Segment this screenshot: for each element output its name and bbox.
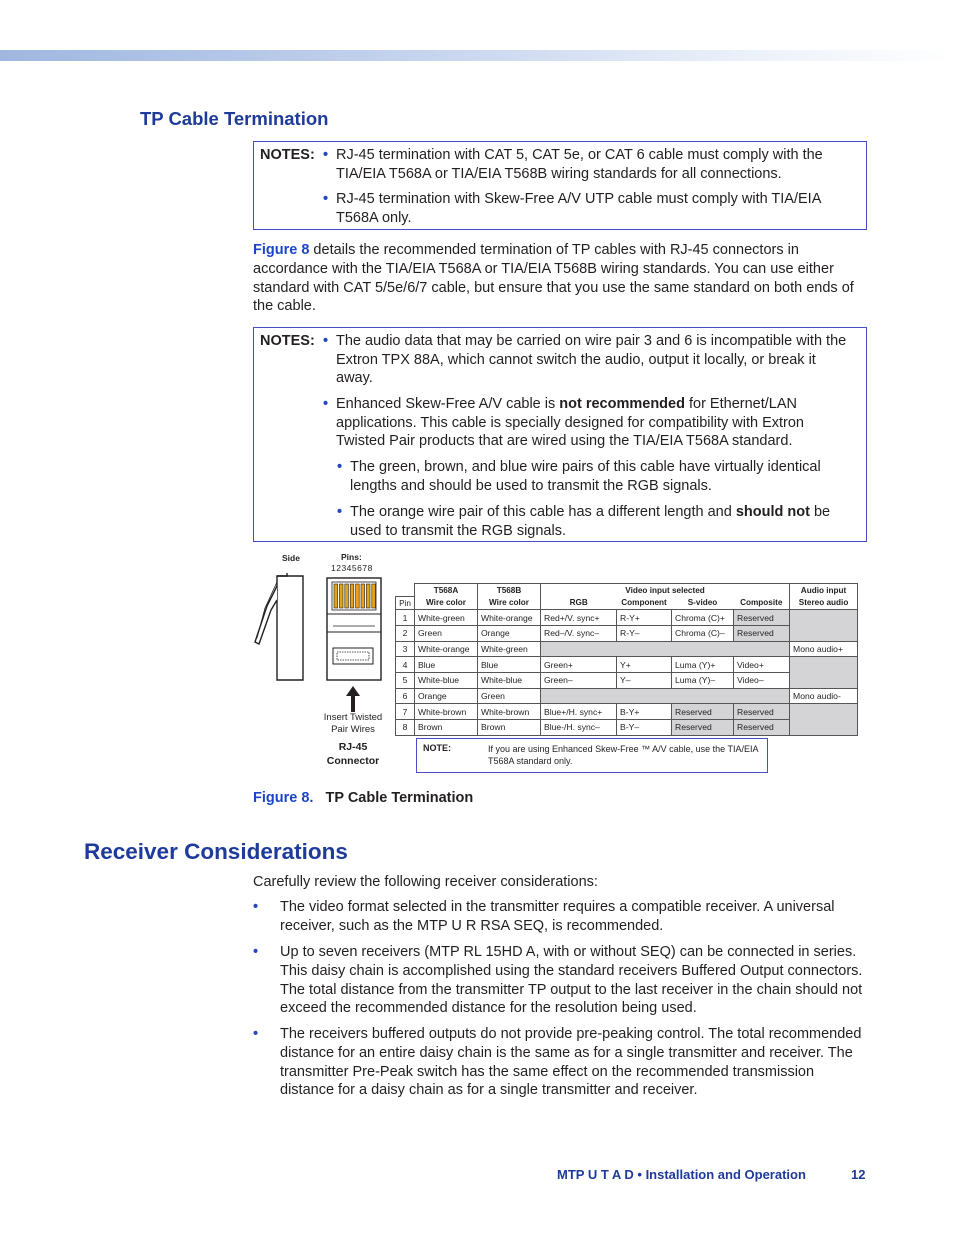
svideo-cell: Reserved bbox=[672, 720, 734, 736]
insert-label-line-2: Pair Wires bbox=[331, 724, 375, 735]
component-cell: Y– bbox=[617, 673, 672, 689]
header-blank bbox=[396, 584, 415, 597]
caption-text: TP Cable Termination bbox=[325, 790, 474, 806]
pin-cell: 7 bbox=[396, 704, 415, 720]
component-cell: Y+ bbox=[617, 657, 672, 673]
composite-cell: Reserved bbox=[734, 720, 790, 736]
figure-8 bbox=[253, 548, 873, 780]
note-item: RJ-45 termination with CAT 5, CAT 5e, or CAT 6 cable must comply with the TIA/EIA T568A or TIA/EIA T568B wiring standards for all connections. bbox=[336, 147, 823, 182]
bullet: • bbox=[323, 147, 329, 163]
bullet: • bbox=[323, 333, 329, 349]
header-composite: Composite bbox=[734, 596, 790, 609]
header-wire-color-b: Wire color bbox=[478, 596, 541, 609]
t568b-cell: Brown bbox=[478, 720, 541, 736]
footer-title: MTP U T A D • Installation and Operation bbox=[557, 1167, 806, 1182]
pin-cell: 1 bbox=[396, 610, 415, 626]
table-header-row bbox=[396, 584, 858, 597]
side-view bbox=[255, 573, 303, 680]
component-cell: R-Y– bbox=[617, 625, 672, 641]
video-cell-empty bbox=[541, 688, 790, 704]
header-component: Component bbox=[617, 596, 672, 609]
header-t568b: T568B bbox=[478, 584, 541, 597]
pins-label: Pins: bbox=[341, 552, 362, 562]
rgb-cell: Red–/V. sync– bbox=[541, 625, 617, 641]
receiver-heading: Receiver Considerations bbox=[84, 839, 348, 864]
t568a-cell: White-brown bbox=[415, 704, 478, 720]
bullet: • bbox=[337, 504, 343, 520]
receiver-intro: Carefully review the following receiver considerations: bbox=[253, 874, 598, 890]
note-item: RJ-45 termination with Skew-Free A/V UTP cable must comply with TIA/EIA T568A only. bbox=[336, 191, 821, 226]
note-text: Enhanced Skew-Free A/V cable is bbox=[336, 396, 560, 412]
t568b-cell: Orange bbox=[478, 625, 541, 641]
list-item bbox=[253, 898, 865, 938]
composite-cell: Video+ bbox=[734, 657, 790, 673]
header-t568a: T568A bbox=[415, 584, 478, 597]
svideo-cell: Chroma (C)+ bbox=[672, 610, 734, 626]
table-row bbox=[396, 657, 858, 673]
arrow-up-icon bbox=[345, 686, 361, 712]
intro-paragraph bbox=[253, 241, 867, 316]
composite-cell: Reserved bbox=[734, 610, 790, 626]
table-subheader-row bbox=[396, 596, 858, 609]
pin-cell: 6 bbox=[396, 688, 415, 704]
component-cell: B-Y+ bbox=[617, 704, 672, 720]
composite-cell: Video– bbox=[734, 673, 790, 689]
insert-label-line-1: Insert Twisted bbox=[323, 712, 383, 723]
note-emphasis: not recommended bbox=[559, 396, 685, 412]
note-emphasis: should not bbox=[735, 504, 810, 520]
t568a-cell: White-green bbox=[415, 610, 478, 626]
header-gradient-bar bbox=[0, 50, 954, 61]
composite-cell: Reserved bbox=[734, 625, 790, 641]
t568b-cell: White-orange bbox=[478, 610, 541, 626]
header-svideo: S-video bbox=[672, 596, 734, 609]
figure-note-text: If you are using Enhanced Skew-Free ™ A/V cable, use the TIA/EIA T568A standard only. bbox=[488, 744, 758, 766]
list-item bbox=[253, 943, 865, 1021]
note-text: The orange wire pair of this cable has a different length and bbox=[350, 504, 736, 520]
rgb-cell: Blue+/H. sync+ bbox=[541, 704, 617, 720]
page-number: 12 bbox=[851, 1167, 866, 1182]
header-audio-input: Audio input bbox=[790, 584, 858, 597]
t568b-cell: White-green bbox=[478, 641, 541, 657]
t568b-cell: Blue bbox=[478, 657, 541, 673]
bullet: • bbox=[253, 944, 259, 960]
notes-label: NOTES: bbox=[260, 147, 315, 163]
header-video-input: Video input selected bbox=[541, 584, 790, 597]
figure-note-label: NOTE: bbox=[423, 743, 451, 753]
audio-cell-empty bbox=[790, 610, 858, 641]
svideo-cell: Luma (Y)+ bbox=[672, 657, 734, 673]
rj45-connector-drawing bbox=[253, 572, 388, 692]
paragraph-text: details the recommended termination of TP cables with RJ-45 connectors in accordance with the TIA/EIA T568A or TIA/EIA T568B wiring standards. You can use either standard with CAT 5/5e/6/7 cable, but ensure that you use the same standard on both ends of the cable. bbox=[253, 242, 854, 315]
rgb-cell: Blue-/H. sync– bbox=[541, 720, 617, 736]
notes-box-2 bbox=[253, 327, 867, 542]
bullet: • bbox=[323, 396, 329, 412]
table-row bbox=[396, 704, 858, 720]
svideo-cell: Luma (Y)– bbox=[672, 673, 734, 689]
pin-cell: 4 bbox=[396, 657, 415, 673]
table-row bbox=[396, 641, 858, 657]
bullet: • bbox=[337, 459, 343, 475]
bullet: • bbox=[323, 191, 329, 207]
table-row bbox=[396, 720, 858, 736]
note-text: be used to transmit the RGB signals. bbox=[350, 504, 831, 539]
note-item: The audio data that may be carried on wire pair 3 and 6 is incompatible with the Extron TPX 88A, which cannot switch the audio, output it locally, or break it away. bbox=[336, 333, 847, 387]
pins-numbers: 12345678 bbox=[331, 563, 373, 573]
table-row bbox=[396, 625, 858, 641]
list-item-text: The video format selected in the transmitter requires a compatible receiver. A universal receiver, such as the MTP U R RSA SEQ, is recommended. bbox=[280, 899, 835, 934]
note-item bbox=[336, 395, 856, 451]
rgb-cell: Green+ bbox=[541, 657, 617, 673]
video-cell-empty bbox=[541, 641, 790, 657]
note-subitem bbox=[350, 503, 856, 540]
insert-twisted-pair-label bbox=[315, 712, 391, 736]
pin-cell: 2 bbox=[396, 625, 415, 641]
t568a-cell: Green bbox=[415, 625, 478, 641]
svideo-cell: Chroma (C)– bbox=[672, 625, 734, 641]
header-pin: Pin bbox=[396, 596, 415, 609]
t568a-cell: Blue bbox=[415, 657, 478, 673]
pin-assignment-table bbox=[395, 583, 858, 736]
rgb-cell: Green– bbox=[541, 673, 617, 689]
pin-cell: 3 bbox=[396, 641, 415, 657]
table-row bbox=[396, 610, 858, 626]
audio-cell: Mono audio+ bbox=[790, 641, 858, 657]
side-label: Side bbox=[282, 553, 300, 563]
list-item-text: Up to seven receivers (MTP RL 15HD A, with or without SEQ) can be connected in series. This daisy chain is accomplished using the standard receivers Buffered Output connectors. The total distance from the transmitter TP output to the last receiver in the chain should not exceed the recommended distance for the resolution being used. bbox=[280, 944, 863, 1017]
bullet: • bbox=[253, 899, 259, 915]
rj45-connector-label bbox=[315, 740, 391, 768]
figure-note-box bbox=[416, 738, 768, 773]
svideo-cell: Reserved bbox=[672, 704, 734, 720]
connector-label-line-2: Connector bbox=[326, 755, 380, 767]
t568b-cell: Green bbox=[478, 688, 541, 704]
component-cell: R-Y+ bbox=[617, 610, 672, 626]
header-wire-color-a: Wire color bbox=[415, 596, 478, 609]
caption-number: Figure 8. bbox=[253, 790, 314, 806]
audio-cell: Mono audio- bbox=[790, 688, 858, 704]
t568a-cell: White-orange bbox=[415, 641, 478, 657]
table-row bbox=[396, 688, 858, 704]
t568a-cell: Brown bbox=[415, 720, 478, 736]
list-item-text: The receivers buffered outputs do not provide pre-peaking control. The total recommended distance for an entire daisy chain is the same as for a single transmitter and receiver. The transmitter Pre-Peak switch has the same effect on the recommended transmission distance for a daisy chain as for a single transmitter and receiver. bbox=[280, 1026, 862, 1099]
header-stereo-audio: Stereo audio bbox=[790, 596, 858, 609]
component-cell: B-Y– bbox=[617, 720, 672, 736]
audio-cell-empty bbox=[790, 657, 858, 688]
header-rgb: RGB bbox=[541, 596, 617, 609]
pin-cell: 5 bbox=[396, 673, 415, 689]
t568b-cell: White-blue bbox=[478, 673, 541, 689]
notes-label: NOTES: bbox=[260, 333, 315, 349]
rgb-cell: Red+/V. sync+ bbox=[541, 610, 617, 626]
notes-box-1 bbox=[253, 141, 867, 230]
figure-caption bbox=[253, 790, 473, 806]
figure-reference-link[interactable]: Figure 8 bbox=[253, 242, 310, 258]
list-item bbox=[253, 1025, 865, 1103]
audio-cell-empty bbox=[790, 704, 858, 735]
connector-label-line-1: RJ-45 bbox=[338, 741, 368, 753]
section-heading: TP Cable Termination bbox=[140, 108, 329, 129]
note-text: for Ethernet/LAN applications. This cable is specially designed for compatibility with Extron Twisted Pair products that are wired using the TIA/EIA T568A standard. bbox=[336, 396, 804, 450]
t568b-cell: White-brown bbox=[478, 704, 541, 720]
bullet: • bbox=[253, 1026, 259, 1042]
note-subitem: The green, brown, and blue wire pairs of this cable have virtually identical lengths and should be used to transmit the RGB signals. bbox=[350, 459, 821, 494]
pin-cell: 8 bbox=[396, 720, 415, 736]
t568a-cell: White-blue bbox=[415, 673, 478, 689]
composite-cell: Reserved bbox=[734, 704, 790, 720]
t568a-cell: Orange bbox=[415, 688, 478, 704]
table-row bbox=[396, 673, 858, 689]
front-view bbox=[327, 578, 381, 680]
